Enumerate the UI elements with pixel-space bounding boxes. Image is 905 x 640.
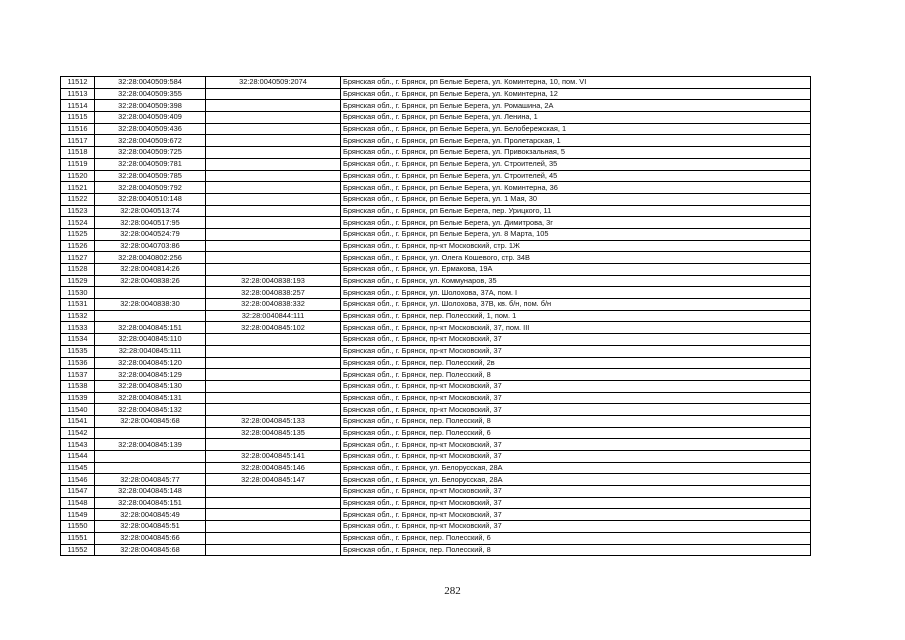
linked-cadastral-number-cell: [206, 205, 341, 217]
linked-cadastral-number-cell: 32:28:0040845:133: [206, 415, 341, 427]
table-row: [61, 88, 811, 100]
table-row: [61, 252, 811, 264]
cadastral-number-cell: 32:28:0040802:256: [95, 252, 206, 264]
linked-cadastral-number-cell: [206, 380, 341, 392]
address-cell: Брянская обл., г. Брянск, пер. Полесский, 6: [341, 427, 811, 439]
row-number-cell: 11541: [61, 415, 95, 427]
row-number-cell: 11534: [61, 334, 95, 346]
linked-cadastral-number-cell: 32:28:0040845:146: [206, 462, 341, 474]
table-row: [61, 334, 811, 346]
linked-cadastral-number-cell: 32:28:0040845:135: [206, 427, 341, 439]
cadastral-number-cell: 32:28:0040509:792: [95, 182, 206, 194]
row-number-cell: 11549: [61, 509, 95, 521]
table-row: [61, 310, 811, 322]
address-cell: Брянская обл., г. Брянск, рп Белые Берега, ул. Ромашина, 2А: [341, 100, 811, 112]
table-row: [61, 521, 811, 533]
cadastral-number-cell: 32:28:0040509:355: [95, 88, 206, 100]
linked-cadastral-number-cell: 32:28:0040838:193: [206, 275, 341, 287]
address-cell: Брянская обл., г. Брянск, рп Белые Берега, ул. Белобережская, 1: [341, 123, 811, 135]
table-row: [61, 123, 811, 135]
address-cell: Брянская обл., г. Брянск, пр-кт Московский, 37: [341, 486, 811, 498]
table-row: [61, 451, 811, 463]
address-cell: Брянская обл., г. Брянск, рп Белые Берега, ул. 8 Марта, 105: [341, 228, 811, 240]
cadastral-number-cell: 32:28:0040509:409: [95, 112, 206, 124]
row-number-cell: 11529: [61, 275, 95, 287]
row-number-cell: 11552: [61, 544, 95, 556]
table-row: [61, 345, 811, 357]
linked-cadastral-number-cell: [206, 217, 341, 229]
linked-cadastral-number-cell: 32:28:0040838:332: [206, 299, 341, 311]
linked-cadastral-number-cell: [206, 497, 341, 509]
row-number-cell: 11533: [61, 322, 95, 334]
table-row: [61, 182, 811, 194]
address-cell: Брянская обл., г. Брянск, ул. Олега Кошевого, стр. 34В: [341, 252, 811, 264]
table-row: [61, 357, 811, 369]
address-cell: Брянская обл., г. Брянск, пр-кт Московский, 37: [341, 380, 811, 392]
cadastral-number-cell: 32:28:0040845:131: [95, 392, 206, 404]
table-row: [61, 193, 811, 205]
cadastral-number-cell: 32:28:0040509:436: [95, 123, 206, 135]
linked-cadastral-number-cell: 32:28:0040509:2074: [206, 77, 341, 89]
table-row: [61, 264, 811, 276]
cadastral-number-cell: 32:28:0040838:30: [95, 299, 206, 311]
table-row: [61, 100, 811, 112]
linked-cadastral-number-cell: [206, 252, 341, 264]
table-row: [61, 509, 811, 521]
table-row: [61, 380, 811, 392]
address-cell: Брянская обл., г. Брянск, рп Белые Берега, ул. 1 Мая, 30: [341, 193, 811, 205]
address-cell: Брянская обл., г. Брянск, рп Белые Берега, ул. Коминтерна, 36: [341, 182, 811, 194]
table-row: [61, 462, 811, 474]
cadastral-number-cell: 32:28:0040845:110: [95, 334, 206, 346]
table-row: [61, 275, 811, 287]
address-cell: Брянская обл., г. Брянск, рп Белые Берега, ул. Привокзальная, 5: [341, 147, 811, 159]
address-cell: Брянская обл., г. Брянск, ул. Шолохова, 37А, пом. I: [341, 287, 811, 299]
cadastral-number-cell: 32:28:0040845:132: [95, 404, 206, 416]
table-row: [61, 404, 811, 416]
row-number-cell: 11539: [61, 392, 95, 404]
table-row: [61, 147, 811, 159]
address-cell: Брянская обл., г. Брянск, пр-кт Московский, 37: [341, 392, 811, 404]
table-row: [61, 486, 811, 498]
table-row: [61, 369, 811, 381]
row-number-cell: 11520: [61, 170, 95, 182]
address-cell: Брянская обл., г. Брянск, ул. Коммунаров, 35: [341, 275, 811, 287]
address-cell: Брянская обл., г. Брянск, ул. Шолохова, 37В, кв. б/н, пом. б/н: [341, 299, 811, 311]
address-cell: Брянская обл., г. Брянск, рп Белые Берега, ул. Коминтерна, 10, пом. VI: [341, 77, 811, 89]
table-row: [61, 299, 811, 311]
address-cell: Брянская обл., г. Брянск, пр-кт Московский, 37: [341, 439, 811, 451]
linked-cadastral-number-cell: [206, 182, 341, 194]
cadastral-number-cell: 32:28:0040509:725: [95, 147, 206, 159]
row-number-cell: 11536: [61, 357, 95, 369]
address-cell: Брянская обл., г. Брянск, рп Белые Берега, ул. Строителей, 45: [341, 170, 811, 182]
table-row: [61, 77, 811, 89]
address-cell: Брянская обл., г. Брянск, пер. Полесский, 2в: [341, 357, 811, 369]
linked-cadastral-number-cell: [206, 158, 341, 170]
linked-cadastral-number-cell: [206, 228, 341, 240]
cadastral-number-cell: 32:28:0040845:151: [95, 322, 206, 334]
row-number-cell: 11542: [61, 427, 95, 439]
cadastral-number-cell: 32:28:0040845:129: [95, 369, 206, 381]
row-number-cell: 11524: [61, 217, 95, 229]
address-cell: Брянская обл., г. Брянск, рп Белые Берега, ул. Пролетарская, 1: [341, 135, 811, 147]
address-cell: Брянская обл., г. Брянск, рп Белые Берега, ул. Строителей, 35: [341, 158, 811, 170]
row-number-cell: 11515: [61, 112, 95, 124]
row-number-cell: 11523: [61, 205, 95, 217]
row-number-cell: 11530: [61, 287, 95, 299]
property-registry-table: [60, 76, 811, 556]
row-number-cell: 11525: [61, 228, 95, 240]
address-cell: Брянская обл., г. Брянск, пер. Полесский, 6: [341, 532, 811, 544]
linked-cadastral-number-cell: [206, 392, 341, 404]
table-row: [61, 205, 811, 217]
cadastral-number-cell: 32:28:0040845:68: [95, 415, 206, 427]
table-row: [61, 217, 811, 229]
row-number-cell: 11546: [61, 474, 95, 486]
address-cell: Брянская обл., г. Брянск, пр-кт Московский, 37: [341, 404, 811, 416]
address-cell: Брянская обл., г. Брянск, пр-кт Московский, стр. 1Ж: [341, 240, 811, 252]
linked-cadastral-number-cell: [206, 439, 341, 451]
address-cell: Брянская обл., г. Брянск, пр-кт Московский, 37: [341, 521, 811, 533]
row-number-cell: 11517: [61, 135, 95, 147]
cadastral-number-cell: 32:28:0040524:79: [95, 228, 206, 240]
linked-cadastral-number-cell: 32:28:0040838:257: [206, 287, 341, 299]
cadastral-number-cell: 32:28:0040845:68: [95, 544, 206, 556]
row-number-cell: 11528: [61, 264, 95, 276]
address-cell: Брянская обл., г. Брянск, рп Белые Берега, пер. Урицкого, 11: [341, 205, 811, 217]
cadastral-number-cell: [95, 427, 206, 439]
address-cell: Брянская обл., г. Брянск, пр-кт Московский, 37: [341, 334, 811, 346]
linked-cadastral-number-cell: [206, 544, 341, 556]
cadastral-number-cell: 32:28:0040509:785: [95, 170, 206, 182]
table-row: [61, 287, 811, 299]
registry-table-body: [61, 77, 811, 556]
table-row: [61, 322, 811, 334]
address-cell: Брянская обл., г. Брянск, пр-кт Московский, 37: [341, 345, 811, 357]
table-row: [61, 158, 811, 170]
address-cell: Брянская обл., г. Брянск, пр-кт Московский, 37: [341, 509, 811, 521]
page-number: 282: [444, 585, 461, 597]
row-number-cell: 11512: [61, 77, 95, 89]
row-number-cell: 11545: [61, 462, 95, 474]
address-cell: Брянская обл., г. Брянск, пр-кт Московский, 37, пом. III: [341, 322, 811, 334]
cadastral-number-cell: 32:28:0040509:781: [95, 158, 206, 170]
cadastral-number-cell: 32:28:0040509:672: [95, 135, 206, 147]
linked-cadastral-number-cell: [206, 521, 341, 533]
table-row: [61, 112, 811, 124]
linked-cadastral-number-cell: [206, 147, 341, 159]
cadastral-number-cell: 32:28:0040513:74: [95, 205, 206, 217]
row-number-cell: 11532: [61, 310, 95, 322]
row-number-cell: 11531: [61, 299, 95, 311]
linked-cadastral-number-cell: 32:28:0040845:102: [206, 322, 341, 334]
row-number-cell: 11537: [61, 369, 95, 381]
row-number-cell: 11521: [61, 182, 95, 194]
linked-cadastral-number-cell: [206, 100, 341, 112]
linked-cadastral-number-cell: [206, 404, 341, 416]
address-cell: Брянская обл., г. Брянск, ул. Белорусская, 28А: [341, 462, 811, 474]
cadastral-number-cell: [95, 451, 206, 463]
table-row: [61, 170, 811, 182]
address-cell: Брянская обл., г. Брянск, пер. Полесский, 8: [341, 415, 811, 427]
row-number-cell: 11550: [61, 521, 95, 533]
cadastral-number-cell: 32:28:0040703:86: [95, 240, 206, 252]
linked-cadastral-number-cell: [206, 486, 341, 498]
address-cell: Брянская обл., г. Брянск, пер. Полесский, 8: [341, 544, 811, 556]
row-number-cell: 11516: [61, 123, 95, 135]
cadastral-number-cell: 32:28:0040517:95: [95, 217, 206, 229]
address-cell: Брянская обл., г. Брянск, рп Белые Берега, ул. Коминтерна, 12: [341, 88, 811, 100]
linked-cadastral-number-cell: [206, 369, 341, 381]
cadastral-number-cell: 32:28:0040838:26: [95, 275, 206, 287]
cadastral-number-cell: 32:28:0040845:148: [95, 486, 206, 498]
table-row: [61, 240, 811, 252]
row-number-cell: 11551: [61, 532, 95, 544]
cadastral-number-cell: 32:28:0040845:77: [95, 474, 206, 486]
table-row: [61, 439, 811, 451]
table-row: [61, 392, 811, 404]
linked-cadastral-number-cell: [206, 123, 341, 135]
row-number-cell: 11513: [61, 88, 95, 100]
row-number-cell: 11543: [61, 439, 95, 451]
linked-cadastral-number-cell: [206, 135, 341, 147]
cadastral-number-cell: [95, 462, 206, 474]
cadastral-number-cell: [95, 310, 206, 322]
cadastral-number-cell: 32:28:0040845:151: [95, 497, 206, 509]
address-cell: Брянская обл., г. Брянск, ул. Белорусская, 28А: [341, 474, 811, 486]
table-row: [61, 427, 811, 439]
table-row: [61, 544, 811, 556]
row-number-cell: 11548: [61, 497, 95, 509]
cadastral-number-cell: 32:28:0040845:139: [95, 439, 206, 451]
row-number-cell: 11518: [61, 147, 95, 159]
row-number-cell: 11540: [61, 404, 95, 416]
linked-cadastral-number-cell: [206, 264, 341, 276]
row-number-cell: 11526: [61, 240, 95, 252]
linked-cadastral-number-cell: [206, 112, 341, 124]
cadastral-number-cell: 32:28:0040845:130: [95, 380, 206, 392]
cadastral-number-cell: 32:28:0040845:49: [95, 509, 206, 521]
row-number-cell: 11544: [61, 451, 95, 463]
row-number-cell: 11527: [61, 252, 95, 264]
cadastral-number-cell: 32:28:0040845:51: [95, 521, 206, 533]
linked-cadastral-number-cell: [206, 345, 341, 357]
linked-cadastral-number-cell: [206, 170, 341, 182]
table-row: [61, 474, 811, 486]
cadastral-number-cell: 32:28:0040510:148: [95, 193, 206, 205]
address-cell: Брянская обл., г. Брянск, пер. Полесский, 1, пом. 1: [341, 310, 811, 322]
table-row: [61, 135, 811, 147]
linked-cadastral-number-cell: [206, 88, 341, 100]
linked-cadastral-number-cell: [206, 532, 341, 544]
linked-cadastral-number-cell: 32:28:0040845:147: [206, 474, 341, 486]
cadastral-number-cell: 32:28:0040845:66: [95, 532, 206, 544]
table-row: [61, 532, 811, 544]
row-number-cell: 11514: [61, 100, 95, 112]
cadastral-number-cell: 32:28:0040814:26: [95, 264, 206, 276]
linked-cadastral-number-cell: [206, 193, 341, 205]
address-cell: Брянская обл., г. Брянск, рп Белые Берега, ул. Ленина, 1: [341, 112, 811, 124]
linked-cadastral-number-cell: [206, 334, 341, 346]
address-cell: Брянская обл., г. Брянск, ул. Ермакова, 19А: [341, 264, 811, 276]
linked-cadastral-number-cell: [206, 240, 341, 252]
cadastral-number-cell: [95, 287, 206, 299]
cadastral-number-cell: 32:28:0040509:398: [95, 100, 206, 112]
cadastral-number-cell: 32:28:0040845:111: [95, 345, 206, 357]
cadastral-number-cell: 32:28:0040509:584: [95, 77, 206, 89]
address-cell: Брянская обл., г. Брянск, пер. Полесский, 8: [341, 369, 811, 381]
row-number-cell: 11519: [61, 158, 95, 170]
linked-cadastral-number-cell: 32:28:0040844:111: [206, 310, 341, 322]
linked-cadastral-number-cell: [206, 509, 341, 521]
linked-cadastral-number-cell: [206, 357, 341, 369]
row-number-cell: 11547: [61, 486, 95, 498]
row-number-cell: 11538: [61, 380, 95, 392]
row-number-cell: 11535: [61, 345, 95, 357]
cadastral-number-cell: 32:28:0040845:120: [95, 357, 206, 369]
table-row: [61, 415, 811, 427]
row-number-cell: 11522: [61, 193, 95, 205]
address-cell: Брянская обл., г. Брянск, пр-кт Московский, 37: [341, 451, 811, 463]
table-row: [61, 497, 811, 509]
address-cell: Брянская обл., г. Брянск, рп Белые Берега, ул. Димитрова, 3г: [341, 217, 811, 229]
table-row: [61, 228, 811, 240]
address-cell: Брянская обл., г. Брянск, пр-кт Московский, 37: [341, 497, 811, 509]
linked-cadastral-number-cell: 32:28:0040845:141: [206, 451, 341, 463]
